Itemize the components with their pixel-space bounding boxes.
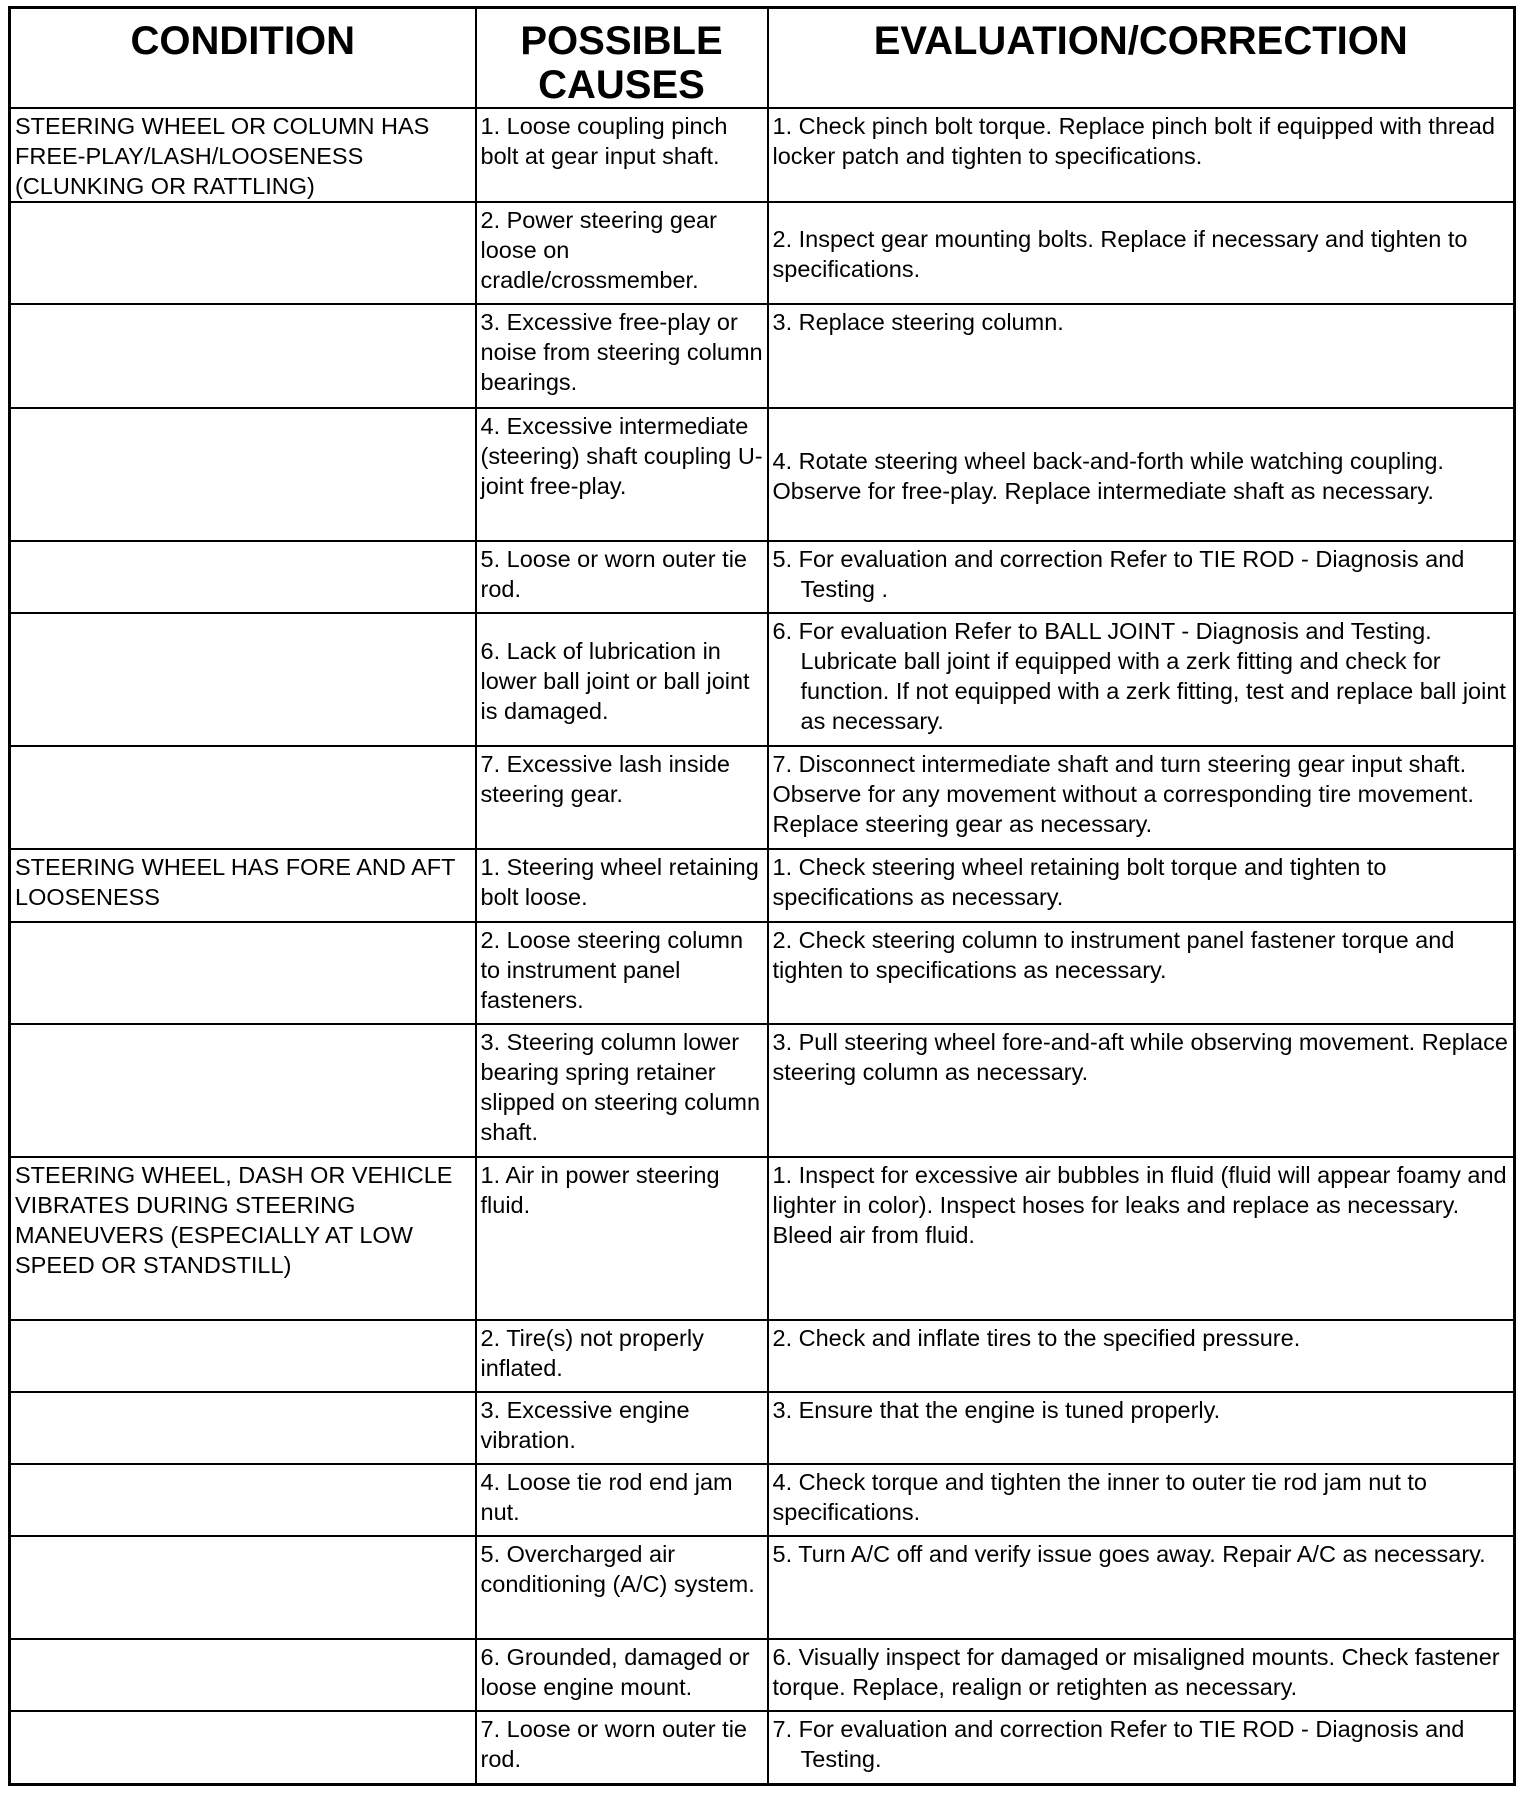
cause-cell: 7. Excessive lash inside steering gear. [476,746,768,849]
cause-cell: 1. Air in power steering fluid. [476,1157,768,1320]
evaluation-cell: 2. Check steering column to instrument panel fastener torque and tighten to specifications as necessary. [768,922,1515,1024]
table-row [10,1639,1515,1711]
cause-cell: 1. Steering wheel retaining bolt loose. [476,849,768,922]
header-row [10,8,1515,109]
condition-cell [10,1392,476,1464]
evaluation-text: 6. For evaluation Refer to BALL JOINT - Diagnosis and Testing. Lubricate ball joint if equipped with a zerk fitting and check for function. If not equipped with a zerk fitting, test and replace ball joint as necessary. [772,618,1506,734]
evaluation-text: 5. For evaluation and correction Refer to TIE ROD - Diagnosis and Testing . [772,546,1465,602]
evaluation-cell: 6. Visually inspect for damaged or misaligned mounts. Check fastener torque. Replace, realign or retighten as necessary. [768,1639,1515,1711]
header-evaluation-correction [768,8,1515,109]
evaluation-text: 7. For evaluation and correction Refer to TIE ROD - Diagnosis and Testing. [772,1716,1465,1772]
cause-cell: 3. Excessive engine vibration. [476,1392,768,1464]
table-row [10,1392,1515,1464]
condition-cell [10,202,476,304]
cause-cell: 1. Loose coupling pinch bolt at gear input shaft. [476,108,768,202]
diagnosis-table [8,6,1516,1786]
condition-cell: STEERING WHEEL HAS FORE AND AFT LOOSENESS [10,849,476,922]
header-causes-line1: POSSIBLE [520,19,723,63]
condition-cell: STEERING WHEEL, DASH OR VEHICLE VIBRATES DURING STEERING MANEUVERS (ESPECIALLY AT LOW SPEED OR STANDSTILL) [10,1157,476,1320]
evaluation-cell: 4. Check torque and tighten the inner to outer tie rod jam nut to specifications. [768,1464,1515,1536]
table-row [10,541,1515,613]
cause-cell: 7. Loose or worn outer tie rod. [476,1711,768,1784]
condition-cell [10,1639,476,1711]
table-row [10,408,1515,541]
table-row [10,849,1515,922]
cause-cell: 4. Excessive intermediate (steering) shaft coupling U-joint free-play. [476,408,768,541]
condition-cell [10,1464,476,1536]
table-row [10,202,1515,304]
cause-cell: 3. Steering column lower bearing spring retainer slipped on steering column shaft. [476,1024,768,1157]
evaluation-cell [768,1711,1515,1784]
evaluation-cell: 1. Check steering wheel retaining bolt torque and tighten to specifications as necessary. [768,849,1515,922]
table-row [10,1536,1515,1639]
table-row [10,108,1515,202]
evaluation-cell: 1. Check pinch bolt torque. Replace pinch bolt if equipped with thread locker patch and tighten to specifications. [768,108,1515,202]
condition-cell [10,613,476,746]
table-row [10,1157,1515,1320]
header-causes-line2: CAUSES [538,63,705,107]
table-body [10,108,1515,1784]
table-row [10,922,1515,1024]
evaluation-cell: 7. Disconnect intermediate shaft and turn steering gear input shaft. Observe for any movement without a corresponding tire movement. Replace steering gear as necessary. [768,746,1515,849]
evaluation-cell: 1. Inspect for excessive air bubbles in fluid (fluid will appear foamy and lighter in color). Inspect hoses for leaks and replace as necessary. Bleed air from fluid. [768,1157,1515,1320]
condition-cell [10,1320,476,1392]
evaluation-cell: 2. Check and inflate tires to the specified pressure. [768,1320,1515,1392]
condition-cell: STEERING WHEEL OR COLUMN HAS FREE-PLAY/LASH/LOOSENESS (CLUNKING OR RATTLING) [10,108,476,202]
condition-cell [10,541,476,613]
cause-cell: 2. Loose steering column to instrument panel fasteners. [476,922,768,1024]
condition-cell [10,746,476,849]
cause-cell: 3. Excessive free-play or noise from steering column bearings. [476,304,768,408]
table-row [10,613,1515,746]
evaluation-cell [768,541,1515,613]
cause-cell: 2. Tire(s) not properly inflated. [476,1320,768,1392]
table-row [10,304,1515,408]
header-condition [10,8,476,109]
evaluation-cell: 4. Rotate steering wheel back-and-forth while watching coupling. Observe for free-play. Replace intermediate shaft as necessary. [768,408,1515,541]
evaluation-cell [768,613,1515,746]
header-evaluation-label: EVALUATION/CORRECTION [873,19,1408,63]
cause-cell: 6. Grounded, damaged or loose engine mount. [476,1639,768,1711]
cause-cell: 5. Overcharged air conditioning (A/C) system. [476,1536,768,1639]
cause-cell: 2. Power steering gear loose on cradle/crossmember. [476,202,768,304]
table-row [10,1024,1515,1157]
table-row [10,1711,1515,1784]
evaluation-cell: 3. Replace steering column. [768,304,1515,408]
condition-cell [10,1711,476,1784]
table-row [10,1320,1515,1392]
cause-cell: 4. Loose tie rod end jam nut. [476,1464,768,1536]
evaluation-cell: 2. Inspect gear mounting bolts. Replace if necessary and tighten to specifications. [768,202,1515,304]
table-row [10,746,1515,849]
condition-cell [10,1024,476,1157]
cause-cell: 5. Loose or worn outer tie rod. [476,541,768,613]
condition-cell [10,1536,476,1639]
condition-cell [10,408,476,541]
evaluation-cell: 5. Turn A/C off and verify issue goes away. Repair A/C as necessary. [768,1536,1515,1639]
header-condition-label: CONDITION [130,19,355,63]
table-header [10,8,1515,109]
condition-cell [10,304,476,408]
table-row [10,1464,1515,1536]
header-possible-causes [476,8,768,109]
evaluation-cell: 3. Pull steering wheel fore-and-aft while observing movement. Replace steering column as necessary. [768,1024,1515,1157]
evaluation-cell: 3. Ensure that the engine is tuned properly. [768,1392,1515,1464]
condition-cell [10,922,476,1024]
cause-cell: 6. Lack of lubrication in lower ball joint or ball joint is damaged. [476,613,768,746]
